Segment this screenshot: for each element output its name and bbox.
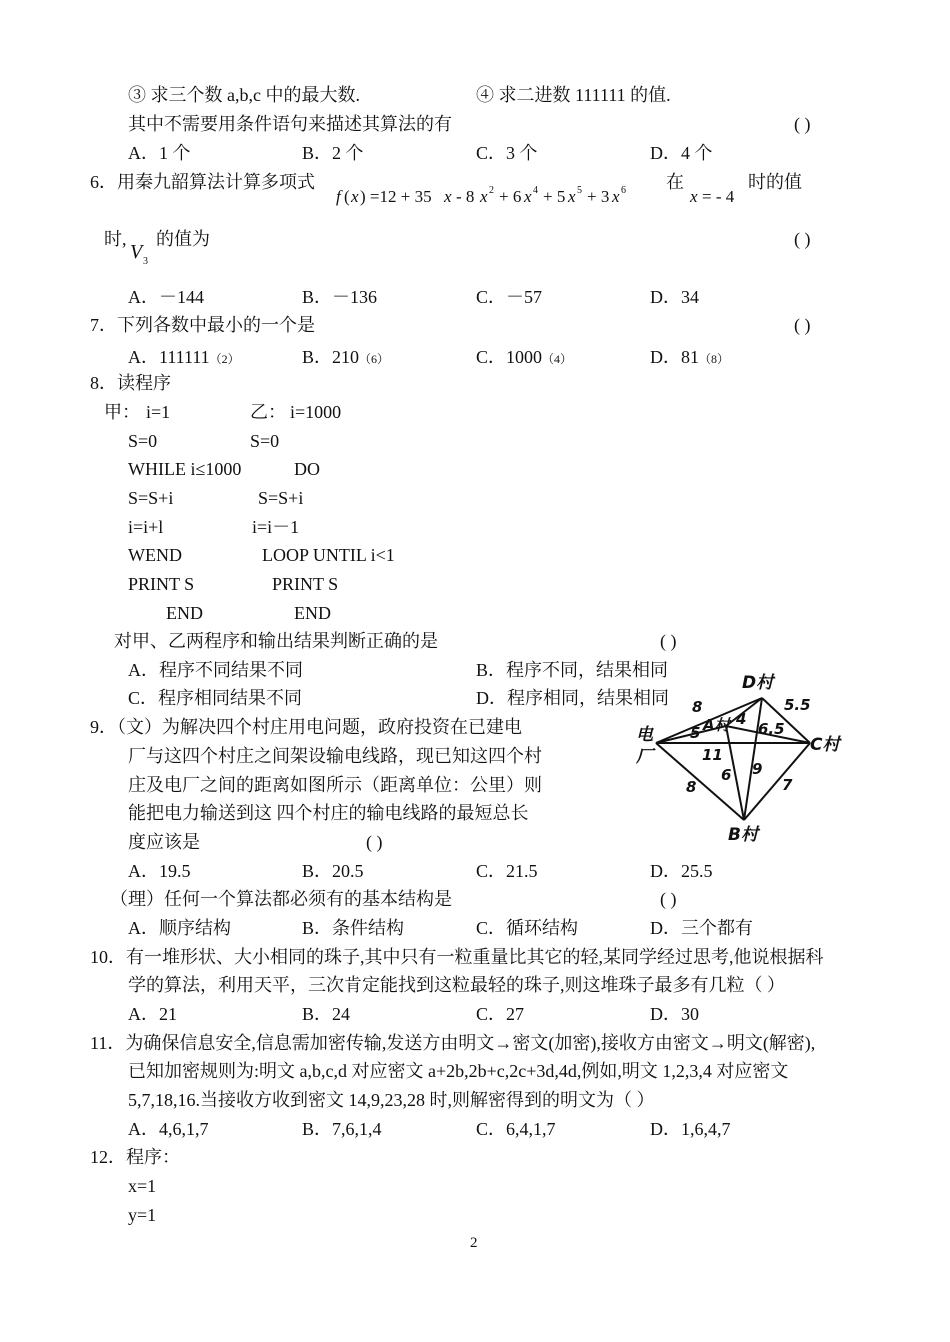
svg-text:f: f: [336, 187, 341, 206]
q6-option-c: C．－57: [476, 287, 543, 307]
q9-option-c: C．21.5: [476, 861, 538, 881]
q12-code-line-2: y=1: [128, 1205, 157, 1225]
q8-option-a: A．程序不同结果不同: [128, 660, 303, 680]
q7-option-c-base: （4）: [542, 352, 573, 366]
q9-li-option-c: C．循环结构: [476, 918, 579, 938]
q12-code-line-1: x=1: [128, 1176, 157, 1196]
q10-option-b: B．24: [302, 1004, 351, 1024]
q6-end: 时的值: [748, 172, 802, 192]
q7-option-d-value: D．81: [650, 347, 699, 367]
q9-answer-paren: ( ): [366, 832, 383, 852]
q9-line-2: 厂与这四个村庄之间架设输电线路，现已知这四个村: [128, 746, 542, 766]
jia-code-line-5: i=i+l: [128, 517, 164, 537]
jia-code-line-6: WEND: [128, 545, 182, 565]
q9-li-option-a: A．顺序结构: [128, 918, 231, 938]
yi-code-line-2: S=0: [250, 431, 280, 451]
q7-option-c: [476, 346, 572, 370]
q7-option-a: [128, 346, 240, 370]
village-power-diagram: [618, 664, 868, 850]
q5-item4: ④ 求二进数 111111 的值.: [476, 85, 671, 105]
q6-answer-paren: ( ): [794, 229, 811, 249]
q11-line-3: 5,7,18,16.当接收方收到密文 14,9,23,28 时,则解密得到的明文为（ ）: [128, 1090, 655, 1110]
yi-code-line-4: S=S+i: [258, 488, 304, 508]
v3-symbol: [128, 238, 156, 268]
edge-label-d-b: 9: [752, 760, 763, 778]
svg-text:- 8: - 8: [456, 187, 475, 206]
q9-option-b: B．20.5: [302, 861, 364, 881]
q10-option-c: C．27: [476, 1004, 525, 1024]
svg-text:x: x: [690, 187, 698, 206]
polynomial-svg: [336, 178, 668, 212]
q8-answer-paren: ( ): [660, 631, 677, 651]
edge-label-d-c: 5.5: [784, 696, 811, 714]
q8-stem: 8．读程序: [90, 373, 171, 393]
svg-text:x: x: [480, 187, 488, 206]
svg-text:) =12 + 35: ) =12 + 35: [360, 187, 432, 206]
q9-option-d: D．25.5: [650, 861, 713, 881]
q6-line2a: 时,: [104, 229, 127, 249]
q9-option-a: A．19.5: [128, 861, 191, 881]
q6-option-d: D．34: [650, 287, 699, 307]
svg-text:(: (: [344, 187, 350, 206]
q5-option-d: D．4 个: [650, 143, 713, 163]
q10-option-d: D．30: [650, 1004, 699, 1024]
svg-text:+ 5: + 5: [543, 187, 566, 206]
q7-option-a-base: （2）: [209, 352, 240, 366]
svg-text:2: 2: [489, 185, 494, 196]
yi-code-line-7: PRINT S: [272, 574, 339, 594]
yi-code-line-3: DO: [294, 459, 320, 479]
svg-text:V: V: [130, 241, 143, 263]
q8-option-d: D．程序相同，结果相同: [476, 688, 669, 708]
q11-option-a: A．4,6,1,7: [128, 1119, 209, 1139]
svg-text:x: x: [444, 187, 452, 206]
q10-line-2: 学的算法，利用天平，三次肯定能找到这粒最轻的珠子,则这堆珠子最多有几粒（ ）: [128, 975, 785, 995]
q9-line-3: 庄及电厂之间的距离如图所示（距离单位：公里）则: [128, 775, 542, 795]
q8-jia-label: 甲：: [104, 402, 140, 422]
q8-yi-label: 乙：: [250, 402, 286, 422]
q10-line-1: 10．有一堆形状、大小相同的珠子,其中只有一粒重量比其它的轻,某同学经过思考,他说根据科: [90, 947, 824, 967]
x-value-svg: [688, 178, 750, 212]
q11-option-c: C．6,4,1,7: [476, 1119, 556, 1139]
edge-label-plant-b: 8: [686, 778, 697, 796]
svg-text:+ 6: + 6: [499, 187, 522, 206]
q5-stem: 其中不需要用条件语句来描述其算法的有: [128, 114, 452, 134]
page-number: 2: [470, 1235, 478, 1251]
svg-text:4: 4: [533, 185, 538, 196]
village-a-label: A村: [703, 716, 730, 734]
q7-stem: 7．下列各数中最小的一个是: [90, 315, 315, 335]
q8-option-b: B．程序不同，结果相同: [476, 660, 669, 680]
jia-code-line-7: PRINT S: [128, 574, 195, 594]
svg-text:3: 3: [143, 256, 148, 267]
svg-text:5: 5: [577, 185, 582, 196]
svg-text:+ 3: + 3: [587, 187, 610, 206]
q10-option-a: A．21: [128, 1004, 177, 1024]
edge-label-c-b: 7: [782, 776, 793, 794]
edge-label-a-c: 6.5: [758, 720, 785, 738]
q8-question: 对甲、乙两程序和输出结果判断正确的是: [114, 631, 438, 651]
yi-code-line-1: i=1000: [290, 402, 342, 422]
q9-line-1: 9．（文）为解决四个村庄用电问题，政府投资在已建电: [90, 717, 522, 737]
q5-option-c: C．3 个: [476, 143, 538, 163]
q9-li-stem: （理）任何一个算法都必须有的基本结构是: [110, 889, 452, 909]
q9-line-4: 能把电力输送到这 四个村庄的输电线路的最短总长: [128, 803, 529, 823]
plant-label-1: 电: [636, 725, 653, 745]
q11-option-b: B．7,6,1,4: [302, 1119, 382, 1139]
edge-label-a-d: 4: [736, 710, 747, 728]
village-d-label: D村: [742, 673, 774, 693]
q7-option-d: [650, 346, 729, 370]
q5-option-b: B．2 个: [302, 143, 364, 163]
svg-text:6: 6: [621, 185, 626, 196]
q5-item3: ③ 求三个数 a,b,c 中的最大数.: [128, 85, 360, 105]
q5-option-a: A．1 个: [128, 143, 191, 163]
q12-stem: 12．程序：: [90, 1147, 180, 1167]
village-c-label: C村: [810, 735, 840, 755]
jia-code-line-1: i=1: [146, 402, 171, 422]
jia-code-line-4: S=S+i: [128, 488, 174, 508]
jia-code-line-3: WHILE i≤1000: [128, 459, 242, 479]
yi-code-line-6: LOOP UNTIL i<1: [262, 545, 395, 565]
q7-answer-paren: ( ): [794, 315, 811, 335]
q7-option-b: [302, 346, 389, 370]
q7-option-a-value: A．111111: [128, 347, 210, 367]
jia-code-line-2: S=0: [128, 431, 158, 451]
svg-text:= - 4: = - 4: [702, 187, 735, 206]
village-b-label: B村: [728, 825, 758, 845]
q7-option-d-base: （8）: [699, 352, 730, 366]
q11-line-1: 11．为确保信息安全,信息需加密传输,发送方由明文→密文(加密),接收方由密文→明文(解密),: [90, 1033, 816, 1053]
svg-text:x: x: [524, 187, 532, 206]
jia-code-line-8: END: [166, 603, 203, 623]
q9-line-5: 度应该是: [128, 832, 200, 852]
q7-option-c-value: C．1000: [476, 347, 543, 367]
q7-option-b-value: B．210: [302, 347, 360, 367]
q6-option-a: A．－144: [128, 287, 204, 307]
q5-answer-paren: ( ): [794, 114, 811, 134]
q9-li-answer-paren: ( ): [660, 889, 677, 909]
edge-label-plant-d: 8: [692, 698, 703, 716]
yi-code-line-5: i=i－1: [252, 517, 300, 537]
edge-label-a-b: 6: [721, 766, 732, 784]
q11-option-d: D．1,6,4,7: [650, 1119, 731, 1139]
diagram-edges: [656, 698, 810, 820]
q8-option-c: C．程序相同结果不同: [128, 688, 303, 708]
svg-text:x: x: [568, 187, 576, 206]
q7-option-b-base: （6）: [359, 352, 390, 366]
edge-label-plant-c: 11: [702, 746, 723, 764]
q11-line-2: 已知加密规则为:明文 a,b,c,d 对应密文 a+2b,2b+c,2c+3d,4d,例如,明文 1,2,3,4 对应密文: [128, 1061, 789, 1081]
edge-label-plant-a: 5: [690, 724, 701, 742]
q6-at: 在: [666, 172, 684, 192]
q9-li-option-b: B．条件结构: [302, 918, 405, 938]
yi-code-line-8: END: [294, 603, 331, 623]
q6-stem: 6．用秦九韶算法计算多项式: [90, 172, 315, 192]
q6-line2b: 的值为: [156, 229, 210, 249]
plant-label-2: 厂: [636, 747, 653, 767]
q6-option-b: B．－136: [302, 287, 378, 307]
q9-li-option-d: D．三个都有: [650, 918, 753, 938]
svg-text:x: x: [612, 187, 620, 206]
svg-text:x: x: [351, 187, 359, 206]
